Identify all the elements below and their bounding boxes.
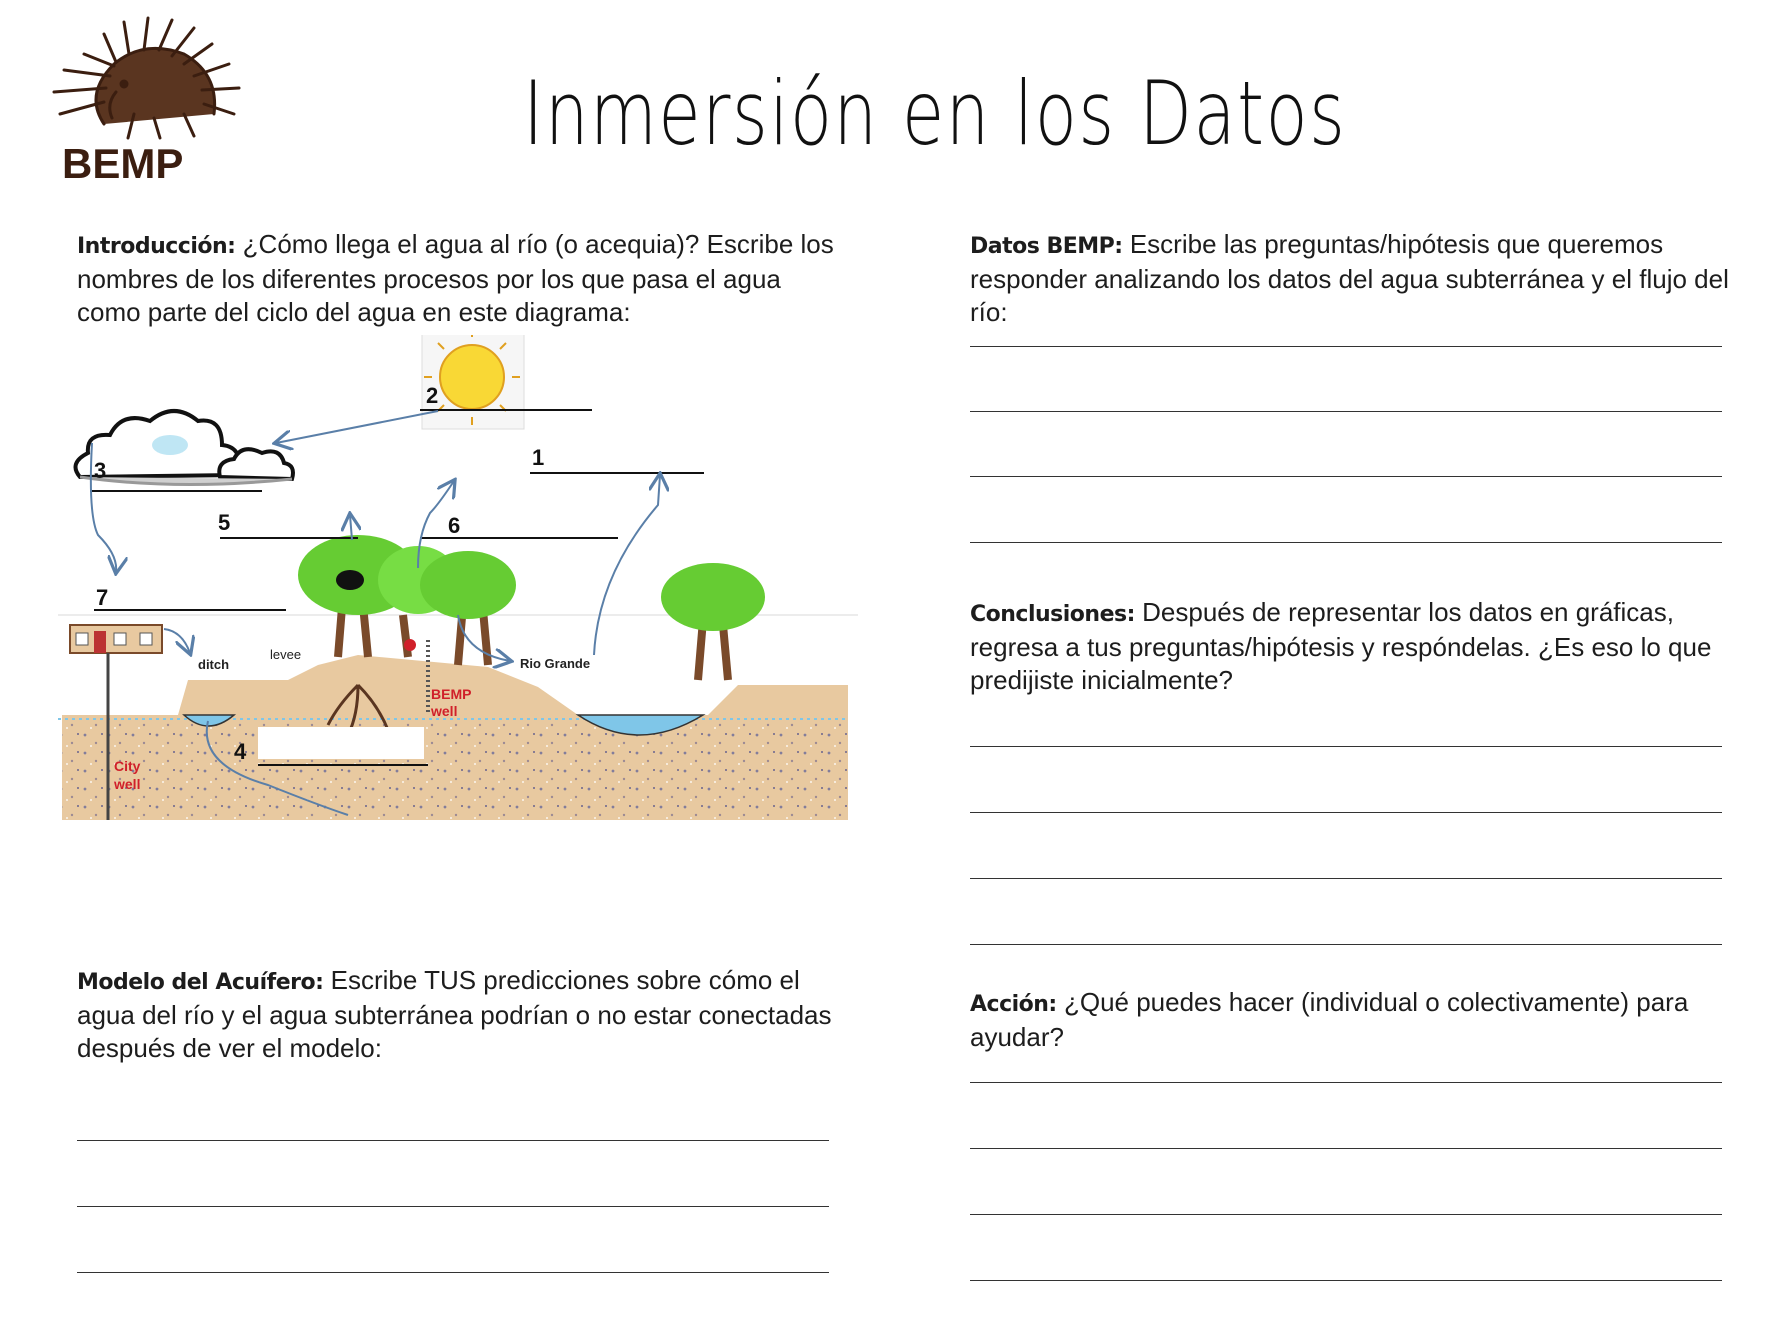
answer-line[interactable] — [970, 944, 1722, 945]
label-number-7: 7 — [96, 585, 109, 610]
label-number-6: 6 — [448, 513, 461, 538]
label-number-2: 2 — [426, 383, 439, 408]
bemp-well-label-line2: well — [431, 703, 458, 719]
answer-line[interactable] — [970, 476, 1722, 477]
accion-label: Acción: — [970, 992, 1057, 1017]
logo-text: BEMP — [62, 140, 184, 187]
city-well-label-line1: City — [114, 758, 141, 774]
answer-line[interactable] — [77, 1140, 829, 1141]
datos-paragraph — [970, 228, 1740, 329]
water-cycle-diagram — [58, 335, 858, 935]
answer-line[interactable] — [970, 542, 1722, 543]
intro-paragraph — [77, 228, 837, 329]
label-number-4: 4 — [234, 739, 247, 764]
answer-line[interactable] — [970, 411, 1722, 412]
conclusiones-paragraph — [970, 596, 1740, 697]
answer-line[interactable] — [970, 346, 1722, 347]
label-number-1: 1 — [532, 445, 545, 470]
sun-icon — [422, 335, 524, 429]
page-title: Inmersión en los Datos — [523, 62, 1347, 165]
aquifer-paragraph — [77, 964, 857, 1065]
answer-line[interactable] — [970, 1280, 1722, 1281]
answer-line[interactable] — [970, 1148, 1722, 1149]
conclusiones-label: Conclusiones: — [970, 602, 1135, 627]
river-label: Rio Grande — [520, 656, 591, 671]
cloud-icon — [76, 411, 294, 485]
intro-text: ¿Cómo llega el agua al río (o acequia)? Escribe los nombres de los diferentes procesos por los que pasa el agua como parte del ciclo del agua en este diagrama: — [77, 229, 834, 327]
intro-label: Introducción: — [77, 234, 236, 259]
label-number-3: 3 — [94, 458, 107, 483]
label-number-5: 5 — [218, 510, 231, 535]
levee-label: levee — [270, 647, 302, 662]
answer-line[interactable] — [970, 812, 1722, 813]
bemp-well-label-line1: BEMP — [431, 686, 472, 702]
answer-line[interactable] — [77, 1272, 829, 1273]
datos-text: Escribe las preguntas/hipótesis que queremos responder analizando los datos del agua subterránea y el flujo del río: — [970, 229, 1729, 327]
answer-line[interactable] — [970, 746, 1722, 747]
conclusiones-text: Después de representar los datos en gráficas, regresa a tus preguntas/hipótesis y respóndelas. ¿Es eso lo que predijiste inicialmente? — [970, 597, 1712, 695]
accion-text: ¿Qué puedes hacer (individual o colectivamente) para ayudar? — [970, 987, 1689, 1052]
house-icon — [70, 625, 162, 653]
city-well-label-line2: well — [114, 776, 141, 792]
answer-line[interactable] — [970, 1214, 1722, 1215]
answer-line[interactable] — [77, 1206, 829, 1207]
aquifer-text: Escribe TUS predicciones sobre cómo el agua del río y el agua subterránea podrían o no estar conectadas después de ver el modelo: — [77, 965, 832, 1063]
aquifer-label: Modelo del Acuífero: — [77, 970, 324, 995]
datos-label: Datos BEMP: — [970, 234, 1123, 259]
ditch-label: ditch — [198, 657, 230, 672]
accion-paragraph — [970, 986, 1740, 1054]
answer-line[interactable] — [970, 1082, 1722, 1083]
answer-line[interactable] — [970, 878, 1722, 879]
